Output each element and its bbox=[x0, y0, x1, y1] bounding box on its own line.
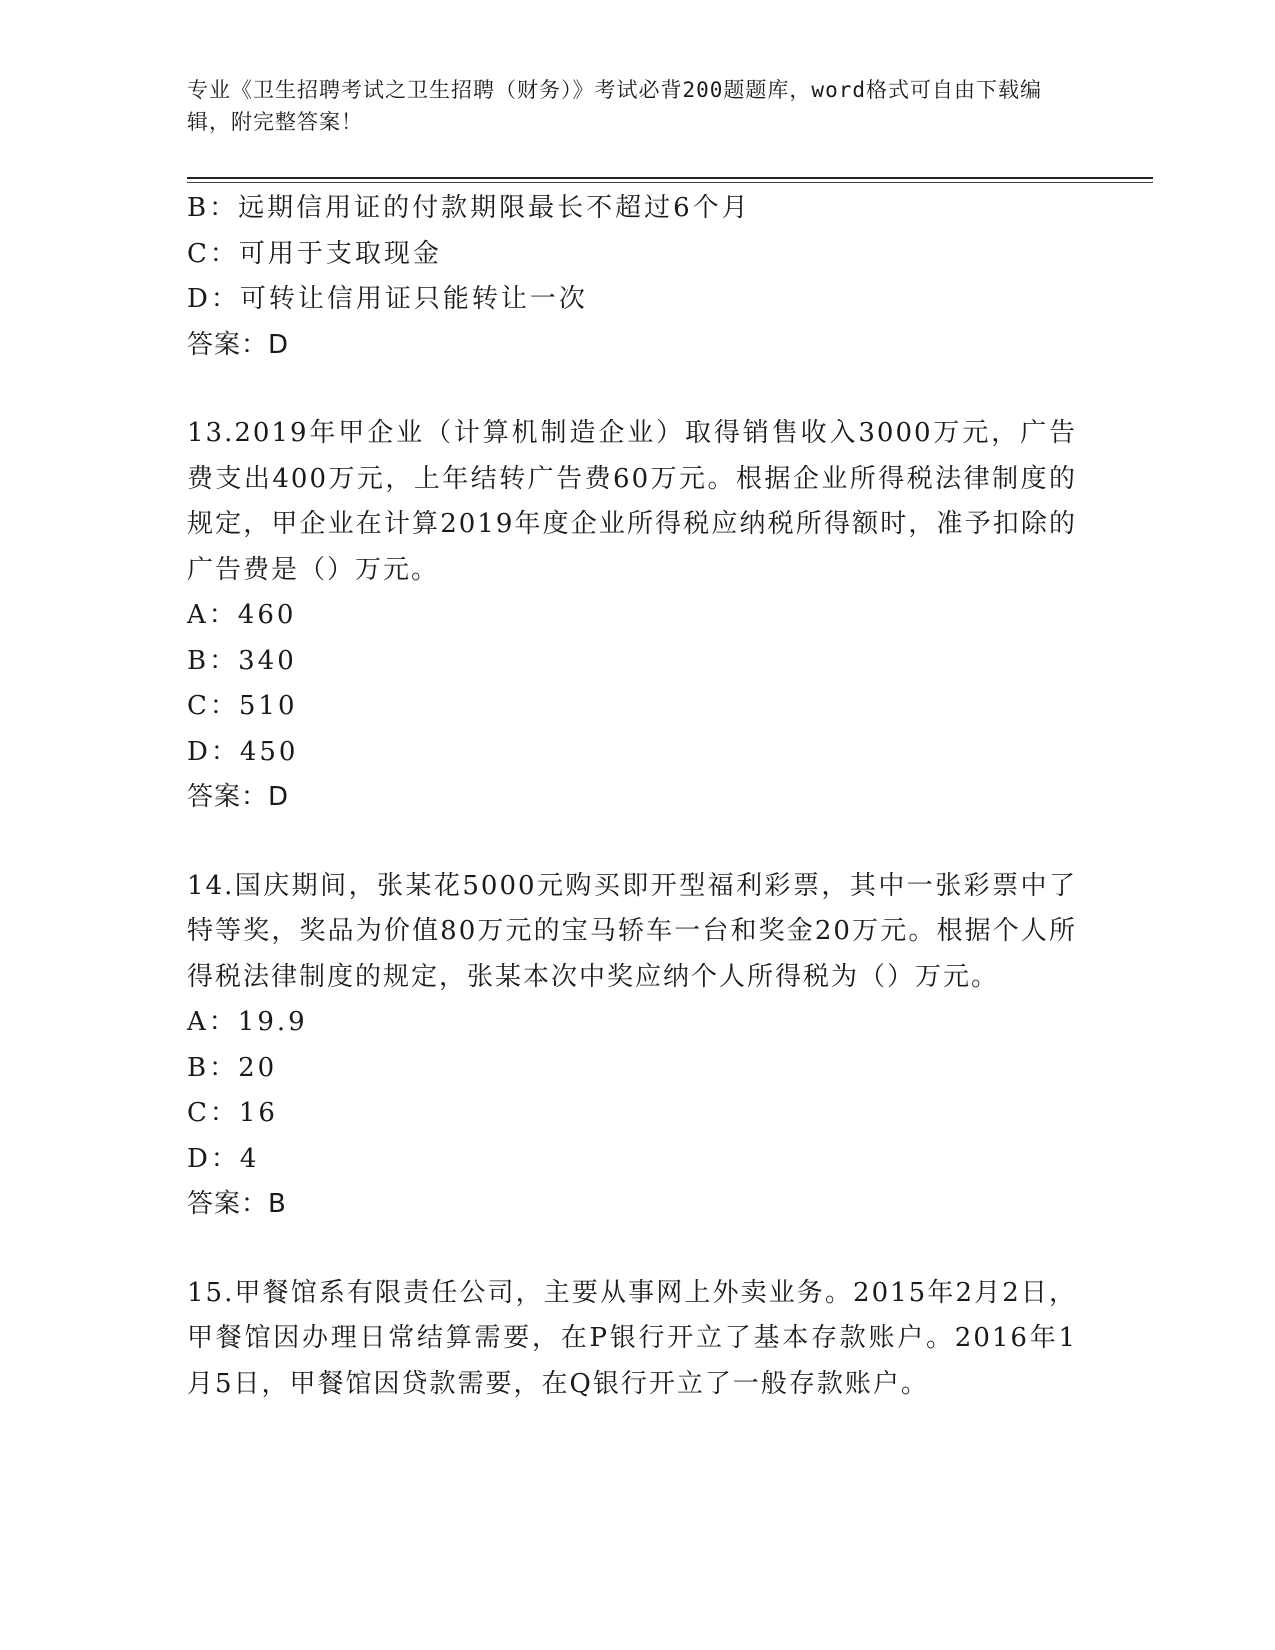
option-c: C：可用于支取现金 bbox=[187, 238, 442, 269]
question-text: 14.国庆期间，张某花5000元购买即开型福利彩票，其中一张彩票中了特等奖，奖品为价值80万元的宝马轿车一台和奖金20万元。根据个人所得税法律制度的规定，张某本次中奖应纳个人所得税为（）万元。 bbox=[187, 870, 1077, 992]
page-header: 专业《卫生招聘考试之卫生招聘（财务）》考试必背200题题库，word格式可自由下载编辑，附完整答案！ bbox=[187, 78, 1042, 134]
header-divider bbox=[187, 177, 1153, 179]
header-divider-thin bbox=[187, 182, 1153, 183]
option-d: D：450 bbox=[187, 736, 299, 767]
option-d: D：可转让信用证只能转让一次 bbox=[187, 284, 588, 314]
answer-label: 答案：D bbox=[187, 782, 290, 812]
document-body bbox=[187, 186, 1077, 1407]
answer-label: 答案：D bbox=[187, 329, 290, 360]
option-a: A：460 bbox=[187, 600, 297, 630]
option-c: C：510 bbox=[187, 691, 298, 721]
option-b: B：340 bbox=[187, 645, 297, 676]
question-text: 13.2019年甲企业（计算机制造企业）取得销售收入3000万元，广告费支出400万元，上年结转广告费60万元。根据企业所得税法律制度的规定，甲企业在计算2019年度企业所得税应纳税所得额时，准予扣除的广告费是（）万元。 bbox=[187, 418, 1077, 585]
option-b: B：20 bbox=[187, 1052, 278, 1083]
option-a: A：19.9 bbox=[187, 1007, 308, 1037]
option-c: C：16 bbox=[187, 1098, 278, 1128]
question-13 bbox=[187, 411, 1077, 821]
question-text: 15.甲餐馆系有限责任公司，主要从事网上外卖业务。2015年2月2日，甲餐馆因办理日常结算需要，在P银行开立了基本存款账户。2016年1月5日，甲餐馆因贷款需要，在Q银行开立了一般存款账户。 bbox=[187, 1277, 1077, 1399]
option-d: D：4 bbox=[187, 1143, 260, 1174]
answer-label: 答案：B bbox=[187, 1189, 287, 1219]
question-15 bbox=[187, 1271, 1077, 1408]
option-b: B：远期信用证的付款期限最长不超过6个月 bbox=[187, 193, 751, 223]
question-14 bbox=[187, 864, 1077, 1228]
prev-question-block bbox=[187, 186, 1077, 368]
